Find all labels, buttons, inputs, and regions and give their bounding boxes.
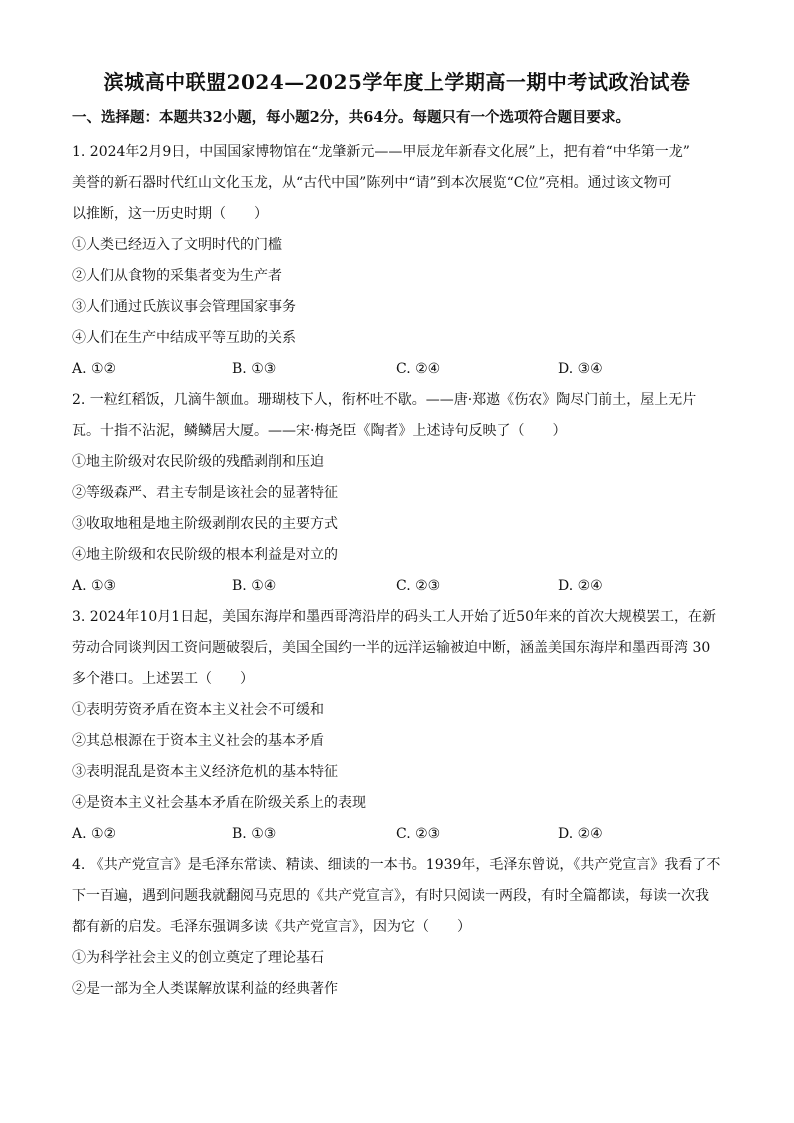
option-c[interactable]: C. ②④: [396, 361, 441, 377]
question-stem-line: 美誉的新石器时代红山文化玉龙，从“古代中国”陈列中“请”到本次展览“C位”亮相。通过该文物可: [72, 175, 672, 191]
option-b[interactable]: B. ①④: [232, 578, 277, 594]
option-d[interactable]: D. ②④: [558, 826, 603, 842]
question-stem-line: 2. 一粒红稻饭，几滴牛颔血。珊瑚枝下人，衔杯吐不歇。——唐·郑遨《伤农》陶尽门前土，屋上无片: [72, 392, 697, 408]
section-header: 一、选择题：本题共32小题，每小题2分，共64分。每题只有一个选项符合题目要求。: [72, 109, 630, 126]
statement: ④是资本主义社会基本矛盾在阶级关系上的表现: [72, 795, 366, 811]
question-stem-line: 1. 2024年2月9日，中国国家博物馆在“龙肇新元——甲辰龙年新春文化展”上，把有着“中华第一龙”: [72, 144, 690, 160]
statement: ②等级森严、君主专制是该社会的显著特征: [72, 485, 338, 501]
option-b[interactable]: B. ①③: [232, 826, 277, 842]
statement: ①为科学社会主义的创立奠定了理论基石: [72, 950, 324, 966]
question-stem-line: 以推断，这一历史时期（ ）: [72, 206, 268, 222]
question-stem-line: 下一百遍，遇到问题我就翻阅马克思的《共产党宣言》，有时只阅读一两段，有时全篇都读，每读一次我: [72, 888, 709, 904]
statement: ①人类已经迈入了文明时代的门槛: [72, 237, 282, 253]
option-b[interactable]: B. ①③: [232, 361, 277, 377]
statement: ①表明劳资矛盾在资本主义社会不可缓和: [72, 702, 324, 718]
question-stem-line: 多个港口。上述罢工（ ）: [72, 671, 254, 687]
question-stem-line: 劳动合同谈判因工资问题破裂后，美国全国约一半的远洋运输被迫中断，涵盖美国东海岸和墨西哥湾 30: [72, 640, 711, 656]
statement: ②是一部为全人类谋解放谋利益的经典著作: [72, 981, 338, 997]
option-a[interactable]: A. ①②: [72, 826, 117, 842]
statement: ③收取地租是地主阶级剥削农民的主要方式: [72, 516, 338, 532]
option-d[interactable]: D. ②④: [558, 578, 603, 594]
option-a[interactable]: A. ①③: [72, 578, 117, 594]
question-stem-line: 瓦。十指不沾泥，鳞鳞居大厦。——宋·梅尧臣《陶者》上述诗句反映了（ ）: [72, 423, 567, 439]
options-row: [72, 571, 722, 602]
statement: ④人们在生产中结成平等互助的关系: [72, 330, 296, 346]
exam-title: 滨城高中联盟2024—2025学年度上学期高一期中考试政治试卷: [103, 70, 691, 94]
options-row: [72, 819, 722, 850]
question-3: [72, 602, 722, 850]
question-stem-line: 都有新的启发。毛泽东强调多读《共产党宣言》，因为它（ ）: [72, 919, 471, 935]
question-stem-line: 4. 《共产党宣言》是毛泽东常读、精读、细读的一本书。1939年，毛泽东曾说，《共产党宣言》我看了不: [72, 857, 721, 873]
question-2: [72, 385, 722, 602]
options-row: [72, 354, 722, 385]
option-d[interactable]: D. ③④: [558, 361, 603, 377]
question-1: [72, 137, 722, 385]
statement: ②其总根源在于资本主义社会的基本矛盾: [72, 733, 324, 749]
statement: ②人们从食物的采集者变为生产者: [72, 268, 282, 284]
statement: ③人们通过氏族议事会管理国家事务: [72, 299, 296, 315]
question-4: [72, 850, 722, 1005]
statement: ③表明混乱是资本主义经济危机的基本特征: [72, 764, 338, 780]
option-c[interactable]: C. ②③: [396, 826, 441, 842]
option-a[interactable]: A. ①②: [72, 361, 117, 377]
statement: ④地主阶级和农民阶级的根本利益是对立的: [72, 547, 338, 563]
option-c[interactable]: C. ②③: [396, 578, 441, 594]
statement: ①地主阶级对农民阶级的残酷剥削和压迫: [72, 454, 324, 470]
question-stem-line: 3. 2024年10月1日起，美国东海岸和墨西哥湾沿岸的码头工人开始了近50年来的首次大规模罢工，在新: [72, 609, 716, 625]
